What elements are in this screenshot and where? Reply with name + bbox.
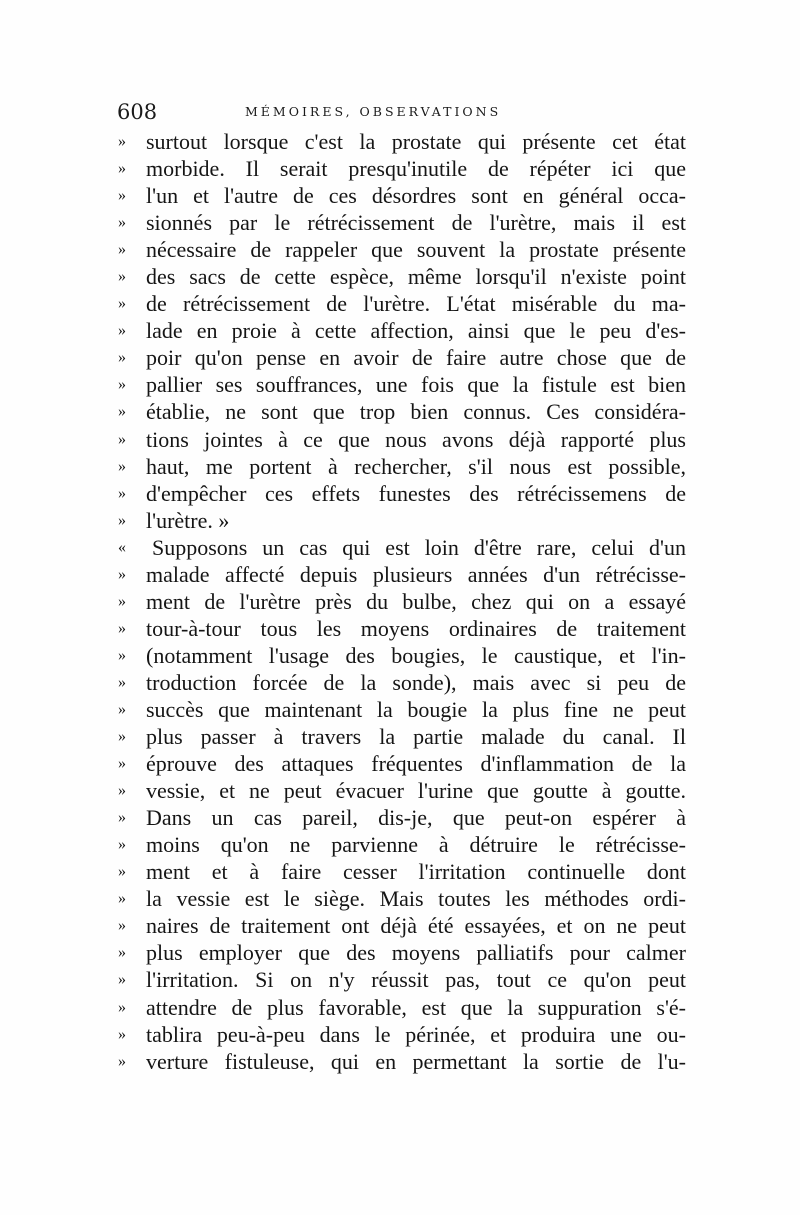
quote-mark: » (118, 565, 126, 583)
text-line (118, 669, 686, 696)
line-text: vessie, et ne peut évacuer l'urine que goutte à goutte. (146, 778, 686, 804)
text-line (118, 453, 686, 480)
text-line (118, 155, 686, 182)
text-line (118, 182, 686, 209)
text-line (118, 966, 686, 993)
line-text: surtout lorsque c'est la prostate qui présente cet état (146, 129, 686, 154)
running-head: MÉMOIRES, OBSERVATIONS (245, 104, 502, 119)
page-header (117, 100, 687, 126)
line-text: Dans un cas pareil, dis-je, que peut-on espérer à (146, 805, 686, 831)
quote-mark: » (118, 241, 126, 259)
quote-mark: » (118, 728, 126, 746)
text-line (118, 317, 686, 344)
text-line (118, 1048, 686, 1075)
quote-mark: « (118, 538, 126, 556)
line-text: moins qu'on ne parvienne à détruire le rétrécisse- (146, 832, 686, 858)
line-text: l'irritation. Si on n'y réussit pas, tout ce qu'on peut (146, 967, 686, 993)
line-text: plus passer à travers la partie malade du canal. Il (146, 724, 686, 750)
text-line (118, 398, 686, 425)
text-line (118, 831, 686, 858)
line-text: naires de traitement ont déjà été essayées, et on ne peut (146, 913, 686, 939)
quote-mark: » (118, 403, 126, 421)
quote-mark: » (118, 944, 126, 962)
quote-mark: » (118, 376, 126, 394)
text-line (118, 426, 686, 453)
line-text: malade affecté depuis plusieurs années d'un rétrécisse- (146, 561, 686, 587)
quote-mark: » (118, 863, 126, 881)
line-text: ment de l'urètre près du bulbe, chez qui on a essayé (146, 588, 686, 614)
quote-mark: » (118, 619, 126, 637)
line-text: Supposons un cas qui est loin d'être rare, celui d'un (152, 534, 686, 560)
line-text: l'urètre. » (146, 507, 230, 533)
page-number: 608 (117, 100, 158, 124)
quote-mark: » (118, 755, 126, 773)
quote-mark: » (118, 673, 126, 691)
quote-mark: » (118, 971, 126, 989)
quote-mark: » (118, 484, 126, 502)
quote-mark: » (118, 782, 126, 800)
line-text: troduction forcée de la sonde), mais avec si peu de (146, 669, 686, 695)
text-line (118, 1021, 686, 1048)
text-line (118, 696, 686, 723)
line-text: haut, me portent à rechercher, s'il nous est possible, (146, 453, 686, 479)
text-line (118, 615, 686, 642)
line-text: tions jointes à ce que nous avons déjà rapporté plus (146, 426, 686, 452)
quote-mark: » (118, 160, 126, 178)
line-text: pallier ses souffrances, une fois que la fistule est bien (146, 372, 686, 398)
line-text: lade en proie à cette affection, ainsi que le peu d'es- (146, 318, 686, 344)
text-line (118, 912, 686, 939)
text-line (118, 994, 686, 1021)
text-line (118, 561, 686, 588)
quote-mark: » (118, 592, 126, 610)
line-text: nécessaire de rappeler que souvent la prostate présente (146, 237, 686, 263)
body-text (118, 128, 686, 1075)
text-line (118, 534, 686, 561)
line-text: poir qu'on pense en avoir de faire autre chose que de (146, 345, 686, 371)
text-line (118, 885, 686, 912)
text-line (118, 209, 686, 236)
text-line (118, 777, 686, 804)
text-line (118, 939, 686, 966)
line-text: succès que maintenant la bougie la plus fine ne peut (146, 696, 686, 722)
line-text: des sacs de cette espèce, même lorsqu'il n'existe point (146, 264, 686, 290)
line-text: morbide. Il serait presqu'inutile de répéter ici que (146, 156, 686, 182)
text-line (118, 804, 686, 831)
quote-mark: » (118, 700, 126, 718)
text-line (118, 290, 686, 317)
quote-mark: » (118, 998, 126, 1016)
quote-mark: » (118, 268, 126, 286)
text-line (118, 371, 686, 398)
line-text: ment et à faire cesser l'irritation continuelle dont (146, 859, 686, 885)
line-text: établie, ne sont que trop bien connus. Ces considéra- (146, 399, 686, 425)
quote-mark: » (118, 1025, 126, 1043)
line-text: plus employer que des moyens palliatifs pour calmer (146, 940, 686, 966)
line-text: tablira peu-à-peu dans le périnée, et produira une ou- (146, 1021, 686, 1047)
text-line (118, 344, 686, 371)
text-line (118, 263, 686, 290)
line-text: de rétrécissement de l'urètre. L'état misérable du ma- (146, 291, 686, 317)
line-text: éprouve des attaques fréquentes d'inflammation de la (146, 751, 686, 777)
text-line (118, 858, 686, 885)
text-line (118, 750, 686, 777)
text-line (118, 723, 686, 750)
line-text: l'un et l'autre de ces désordres sont en général occa- (146, 183, 686, 209)
quote-mark: » (118, 646, 126, 664)
text-line (118, 236, 686, 263)
text-line (118, 480, 686, 507)
line-text: tour-à-tour tous les moyens ordinaires de traitement (146, 615, 686, 641)
line-text: (notamment l'usage des bougies, le caustique, et l'in- (146, 642, 686, 668)
text-line (118, 588, 686, 615)
text-line (118, 507, 686, 534)
quote-mark: » (118, 917, 126, 935)
quote-mark: » (118, 322, 126, 340)
line-text: sionnés par le rétrécissement de l'urètre, mais il est (146, 210, 686, 236)
quote-mark: » (118, 430, 126, 448)
quote-mark: » (118, 511, 126, 529)
quote-mark: » (118, 809, 126, 827)
line-text: d'empêcher ces effets funestes des rétrécissemens de (146, 480, 686, 506)
text-line (118, 642, 686, 669)
quote-mark: » (118, 133, 126, 150)
quote-mark: » (118, 836, 126, 854)
quote-mark: » (118, 890, 126, 908)
quote-mark: » (118, 214, 126, 232)
line-text: attendre de plus favorable, est que la suppuration s'é- (146, 994, 686, 1020)
quote-mark: » (118, 349, 126, 367)
quote-mark: » (118, 457, 126, 475)
quote-mark: » (118, 187, 126, 205)
line-text: verture fistuleuse, qui en permettant la sortie de l'u- (146, 1048, 686, 1074)
quote-mark: » (118, 1052, 126, 1070)
line-text: la vessie est le siège. Mais toutes les méthodes ordi- (146, 886, 686, 912)
quote-mark: » (118, 295, 126, 313)
text-line (118, 128, 686, 155)
